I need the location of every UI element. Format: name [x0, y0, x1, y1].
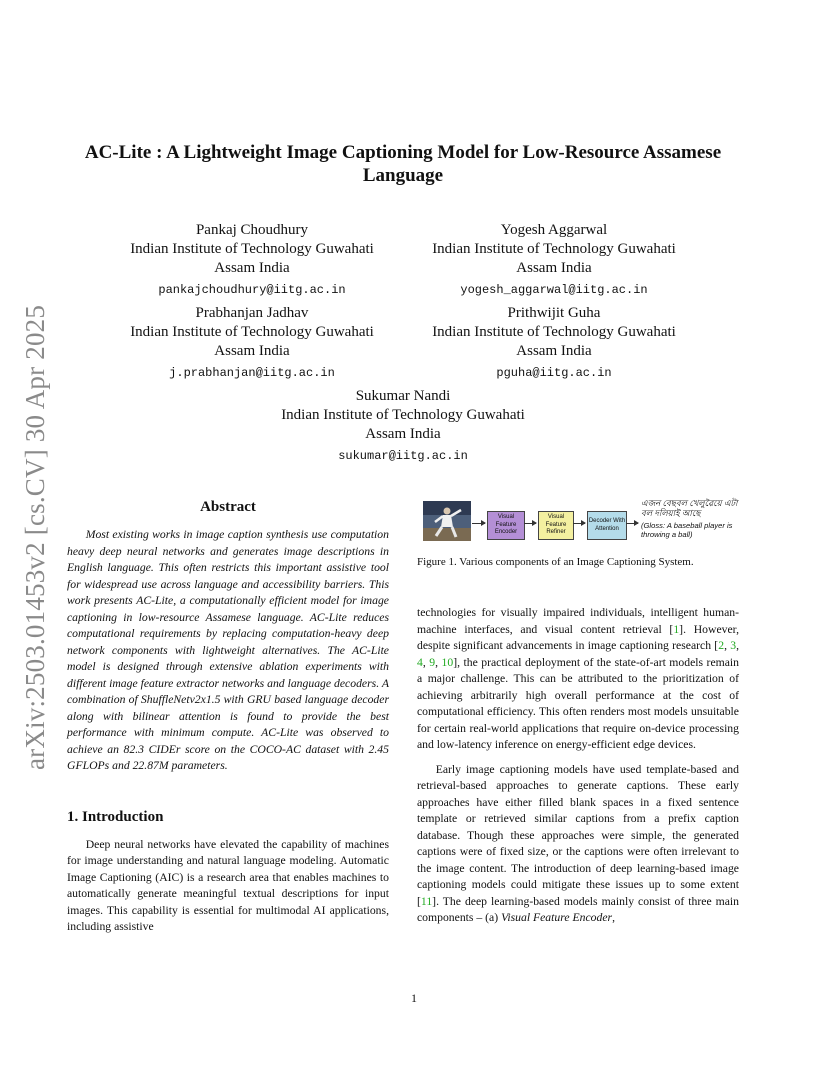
author-affiliation: Indian Institute of Technology Guwahati	[432, 324, 676, 340]
author-block	[253, 387, 553, 466]
figure-caption: Figure 1. Various components of an Image Captioning System.	[417, 556, 694, 568]
author-location: Assam India	[214, 343, 290, 359]
author-name: Prithwijit Guha	[507, 305, 601, 321]
decoder-box: Decoder With Attention	[587, 511, 627, 540]
author-email[interactable]: pguha@iitg.ac.in	[496, 366, 612, 380]
author-location: Assam India	[516, 260, 592, 276]
author-block	[404, 221, 704, 300]
author-location: Assam India	[365, 426, 441, 442]
author-affiliation: Indian Institute of Technology Guwahati	[432, 241, 676, 257]
abstract-heading: Abstract	[200, 499, 256, 515]
intro-continued	[417, 605, 739, 927]
citation-link[interactable]: 11	[420, 894, 433, 908]
flow-arrow	[472, 523, 485, 524]
author-block	[102, 221, 402, 300]
author-name: Pankaj Choudhury	[195, 222, 309, 238]
arxiv-identifier: arXiv:2503.01453v2 [cs.CV] 30 Apr 2025	[20, 304, 50, 770]
abstract-text: Most existing works in image caption synthesis use computation heavy deep neural networks and generates image descriptions in English language. This often restricts this important assistive tool for widespread use across language and accessibility barriers. This work presents AC-Lite, a computationally efficient model for image captioning in low-resource Assamese language. AC-Lite reduces computational requirements by replacing computation-heavy deep network components with lightweight alternatives. The AC-Lite model is designed through extensive ablation experiments with different image feature extractor networks and language decoders. A combination of ShuffleNetv2x1.5 with GRU based language decoder along with bilinear attention is found to provide the best performance with minimum compute. AC-Lite was observed to achieve an 82.3 CIDEr score on the COCO-AC dataset with 2.45 GFLOPs and 22.87M parameters.	[67, 528, 389, 772]
author-email[interactable]: yogesh_aggarwal@iitg.ac.in	[460, 283, 648, 297]
refiner-box: Visual Feature Refiner	[538, 511, 574, 540]
flow-arrow	[626, 523, 638, 524]
introduction-heading: 1. Introduction	[67, 808, 164, 825]
output-caption-assamese: এজন বেছবল খেলুৱৈয়ে এটা বল দলিয়াই আছে	[641, 498, 738, 518]
author-block	[404, 304, 704, 383]
citation-link[interactable]: 10	[441, 655, 454, 669]
author-block	[102, 304, 402, 383]
author-location: Assam India	[214, 260, 290, 276]
author-location: Assam India	[516, 343, 592, 359]
left-column	[67, 498, 389, 936]
author-email[interactable]: j.prabhanjan@iitg.ac.in	[169, 366, 335, 380]
paper-title: AC-Lite : A Lightweight Image Captioning Model for Low-Resource Assamese Language	[84, 142, 722, 186]
intro-paragraph: Early image captioning models have used template-based and retrieval-based approaches to generate captions. These early approaches have either filled blank spaces in a fixed sentence template or retrieved similar captions from a prefix caption database. Though these approaches were simple, the generated captions were of fixed size, or the captions were often irrelevant to the image content. The introduction of deep learning-based image captioning models could mitigate these issues up to some extent [11]. The deep learning-based models mainly consist of three main components – (a) Visual Feature Encoder,	[417, 762, 739, 924]
baseball-player-image	[423, 501, 471, 541]
author-name: Sukumar Nandi	[355, 388, 451, 404]
output-caption	[641, 499, 741, 540]
author-affiliation: Indian Institute of Technology Guwahati	[130, 241, 374, 257]
citation-link[interactable]: 1	[673, 622, 680, 636]
author-name: Yogesh Aggarwal	[500, 222, 608, 238]
citation-link[interactable]: 3	[730, 639, 737, 652]
citation-link[interactable]: 4	[417, 655, 423, 669]
author-email[interactable]: sukumar@iitg.ac.in	[338, 449, 468, 463]
intro-paragraph: technologies for visually impaired individuals, intelligent human-machine interfaces, and visual content retrieval [1]. However, despite significant advancements in image captioning research [2, 3, 4, 9, 10], the practical deployment of the state-of-art models remain a major challenge. This can be attributed to the prioritization of achieving arbitrarily high overall performance at the cost of computational efficiency. This often renders most models unsuitable for certain real-world applications that require on-device processing and low-latency inference on energy-efficient edge devices.	[417, 606, 740, 751]
intro-paragraph: Deep neural networks have elevated the capability of machines for image understanding and natural language modeling. Automatic Image Captioning (AIC) is a research area that enables machines to automatically generate meaningful textual descriptions for input images. This capability is essential for multimodal AI applications, including assistive	[67, 837, 389, 933]
author-affiliation: Indian Institute of Technology Guwahati	[281, 407, 525, 423]
author-affiliation: Indian Institute of Technology Guwahati	[130, 324, 374, 340]
figure-diagram	[417, 500, 739, 544]
encoder-box: Visual Feature Encoder	[487, 511, 525, 540]
right-column	[417, 500, 739, 927]
output-caption-gloss: (Gloss: A baseball player is throwing a ball)	[641, 521, 733, 540]
page-number: 1	[411, 991, 417, 1005]
author-email[interactable]: pankajchoudhury@iitg.ac.in	[158, 283, 346, 297]
citation-link[interactable]: 2	[718, 639, 725, 652]
citation-link[interactable]: 9	[429, 655, 436, 669]
flow-arrow	[573, 523, 585, 524]
author-name: Prabhanjan Jadhav	[195, 305, 309, 321]
flow-arrow	[524, 523, 536, 524]
